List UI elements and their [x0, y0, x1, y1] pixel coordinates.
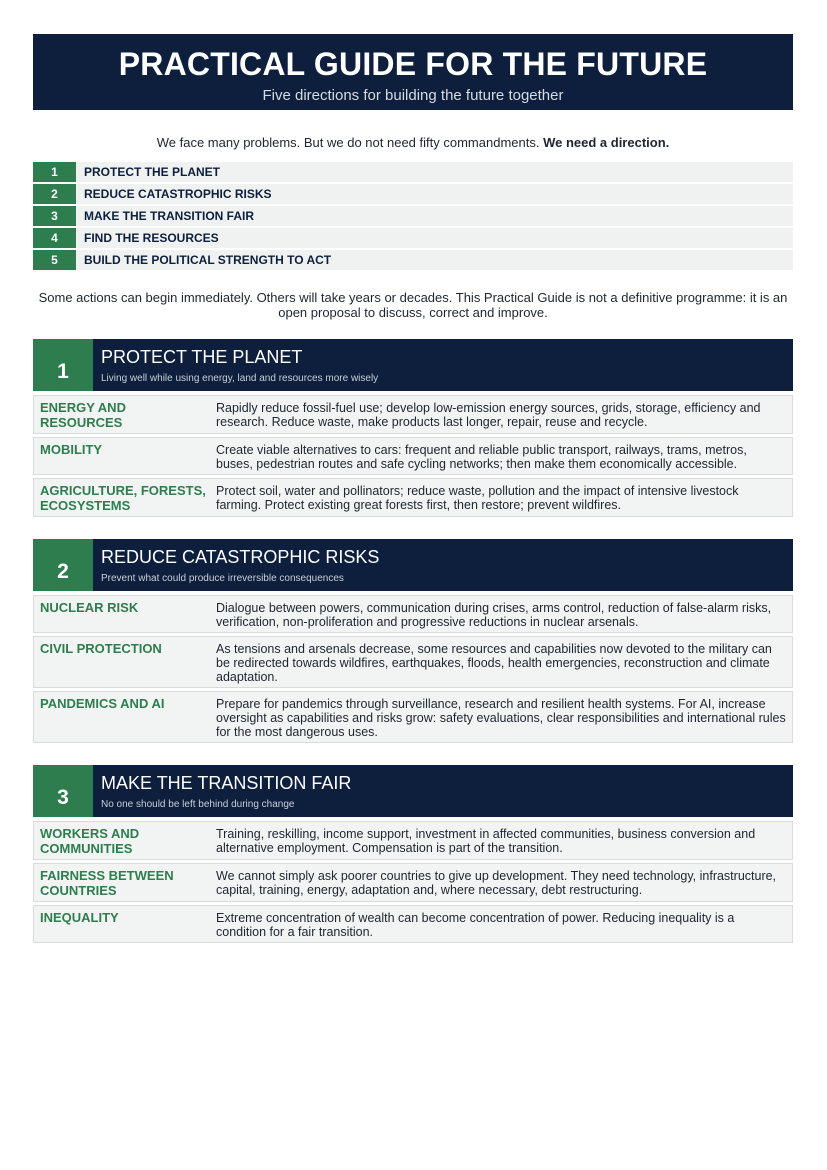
section-item	[33, 478, 793, 517]
section-item	[33, 595, 793, 633]
section-title: MAKE THE TRANSITION FAIR	[101, 773, 352, 793]
item-label: NUCLEAR RISK	[40, 600, 139, 615]
guide-note: Some actions can begin immediately. Others will take years or decades. This Practical Guide is not a definitive programme: it is an open proposal to discuss, correct and improve.	[38, 290, 788, 320]
intro-emphasis: We need a direction.	[543, 135, 670, 150]
item-text: Dialogue between powers, communication during crises, arms control, reduction of false-alarm risks, verification, non-proliferation and progressive reductions in nuclear arsenals.	[216, 601, 772, 629]
direction-item	[33, 250, 793, 270]
section-item	[33, 821, 793, 860]
section-subtitle: Prevent what could produce irreversible consequences	[101, 573, 344, 584]
direction-label: FIND THE RESOURCES	[84, 231, 219, 245]
item-text: Protect soil, water and pollinators; reduce waste, pollution and the impact of intensive livestock farming. Protect existing great forests first, then restore; prevent wildfires.	[216, 484, 739, 512]
direction-number: 4	[33, 228, 76, 248]
section-number: 3	[33, 765, 93, 817]
intro-text	[33, 135, 793, 151]
item-label: AGRICULTURE, FORESTS, ECOSYSTEMS	[40, 483, 206, 513]
section-items	[33, 395, 793, 517]
item-label: CIVIL PROTECTION	[40, 641, 162, 656]
item-label: FAIRNESS BETWEEN COUNTRIES	[40, 868, 174, 898]
direction-label: BUILD THE POLITICAL STRENGTH TO ACT	[84, 253, 332, 267]
item-label: MOBILITY	[40, 442, 103, 457]
section-title: PROTECT THE PLANET	[101, 347, 303, 367]
section-item	[33, 691, 793, 743]
section-subtitle: Living well while using energy, land and resources more wisely	[101, 373, 379, 384]
section-subtitle: No one should be left behind during change	[101, 799, 295, 810]
section-make-the-transition-fair	[33, 765, 793, 943]
document-page	[33, 34, 793, 946]
item-text: Training, reskilling, income support, investment in affected communities, business conversion and alternative employment. Compensation is part of the transition.	[216, 827, 756, 855]
section-items	[33, 595, 793, 743]
section-item	[33, 395, 793, 434]
section-header	[33, 539, 793, 591]
direction-item	[33, 228, 793, 248]
intro-sentence: We face many problems. But we do not need fifty commandments.	[156, 135, 544, 150]
section-item	[33, 905, 793, 943]
section-title-box	[93, 539, 793, 591]
direction-number: 3	[33, 206, 76, 226]
section-protect-the-planet	[33, 339, 793, 517]
section-title-box	[93, 765, 793, 817]
direction-label: PROTECT THE PLANET	[84, 165, 221, 179]
section-header	[33, 765, 793, 817]
section-number: 1	[33, 339, 93, 391]
direction-label: REDUCE CATASTROPHIC RISKS	[84, 187, 272, 201]
item-text: Prepare for pandemics through surveillance, research and resilient health systems. For AI, increase oversight as capabilities and risks grow: safety evaluations, clear responsibilities and international rules for the most dangerous uses.	[216, 697, 786, 739]
item-text: As tensions and arsenals decrease, some resources and capabilities now devoted to the military can be redirected towards wildfires, earthquakes, floods, health emergencies, reconstruction and climate adaptation.	[216, 642, 772, 684]
direction-item	[33, 162, 793, 182]
section-item	[33, 636, 793, 688]
item-text: Create viable alternatives to cars: frequent and reliable public transport, railways, trams, metros, buses, pedestrian routes and safe cycling networks; then make them economically accessible.	[216, 443, 747, 471]
section-items	[33, 821, 793, 943]
section-title: REDUCE CATASTROPHIC RISKS	[101, 547, 380, 567]
section-item	[33, 437, 793, 475]
section-reduce-catastrophic-risks	[33, 539, 793, 743]
item-text: We cannot simply ask poorer countries to give up development. They need technology, infrastructure, capital, training, energy, adaptation and, where necessary, debt restructuring.	[216, 869, 777, 897]
item-label: PANDEMICS AND AI	[40, 696, 165, 711]
item-text: Extreme concentration of wealth can become concentration of power. Reducing inequality is a condition for a fair transition.	[216, 911, 735, 939]
section-number: 2	[33, 539, 93, 591]
section-header	[33, 339, 793, 391]
section-item	[33, 863, 793, 902]
direction-number: 1	[33, 162, 76, 182]
direction-number: 2	[33, 184, 76, 204]
item-label: INEQUALITY	[40, 910, 119, 925]
item-label: WORKERS AND COMMUNITIES	[40, 826, 140, 856]
item-text: Rapidly reduce fossil-fuel use; develop low-emission energy sources, grids, storage, efficiency and research. Reduce waste, make products last longer, repair, reuse and recycle.	[216, 401, 761, 429]
title-banner	[33, 34, 793, 110]
item-label: ENERGY AND RESOURCES	[40, 400, 126, 430]
direction-number: 5	[33, 250, 76, 270]
page-subtitle: Five directions for building the future together	[262, 87, 564, 104]
directions-list	[33, 162, 793, 270]
direction-item	[33, 206, 793, 226]
direction-item	[33, 184, 793, 204]
section-title-box	[93, 339, 793, 391]
direction-label: MAKE THE TRANSITION FAIR	[84, 209, 254, 223]
page-title: PRACTICAL GUIDE FOR THE FUTURE	[118, 46, 708, 82]
